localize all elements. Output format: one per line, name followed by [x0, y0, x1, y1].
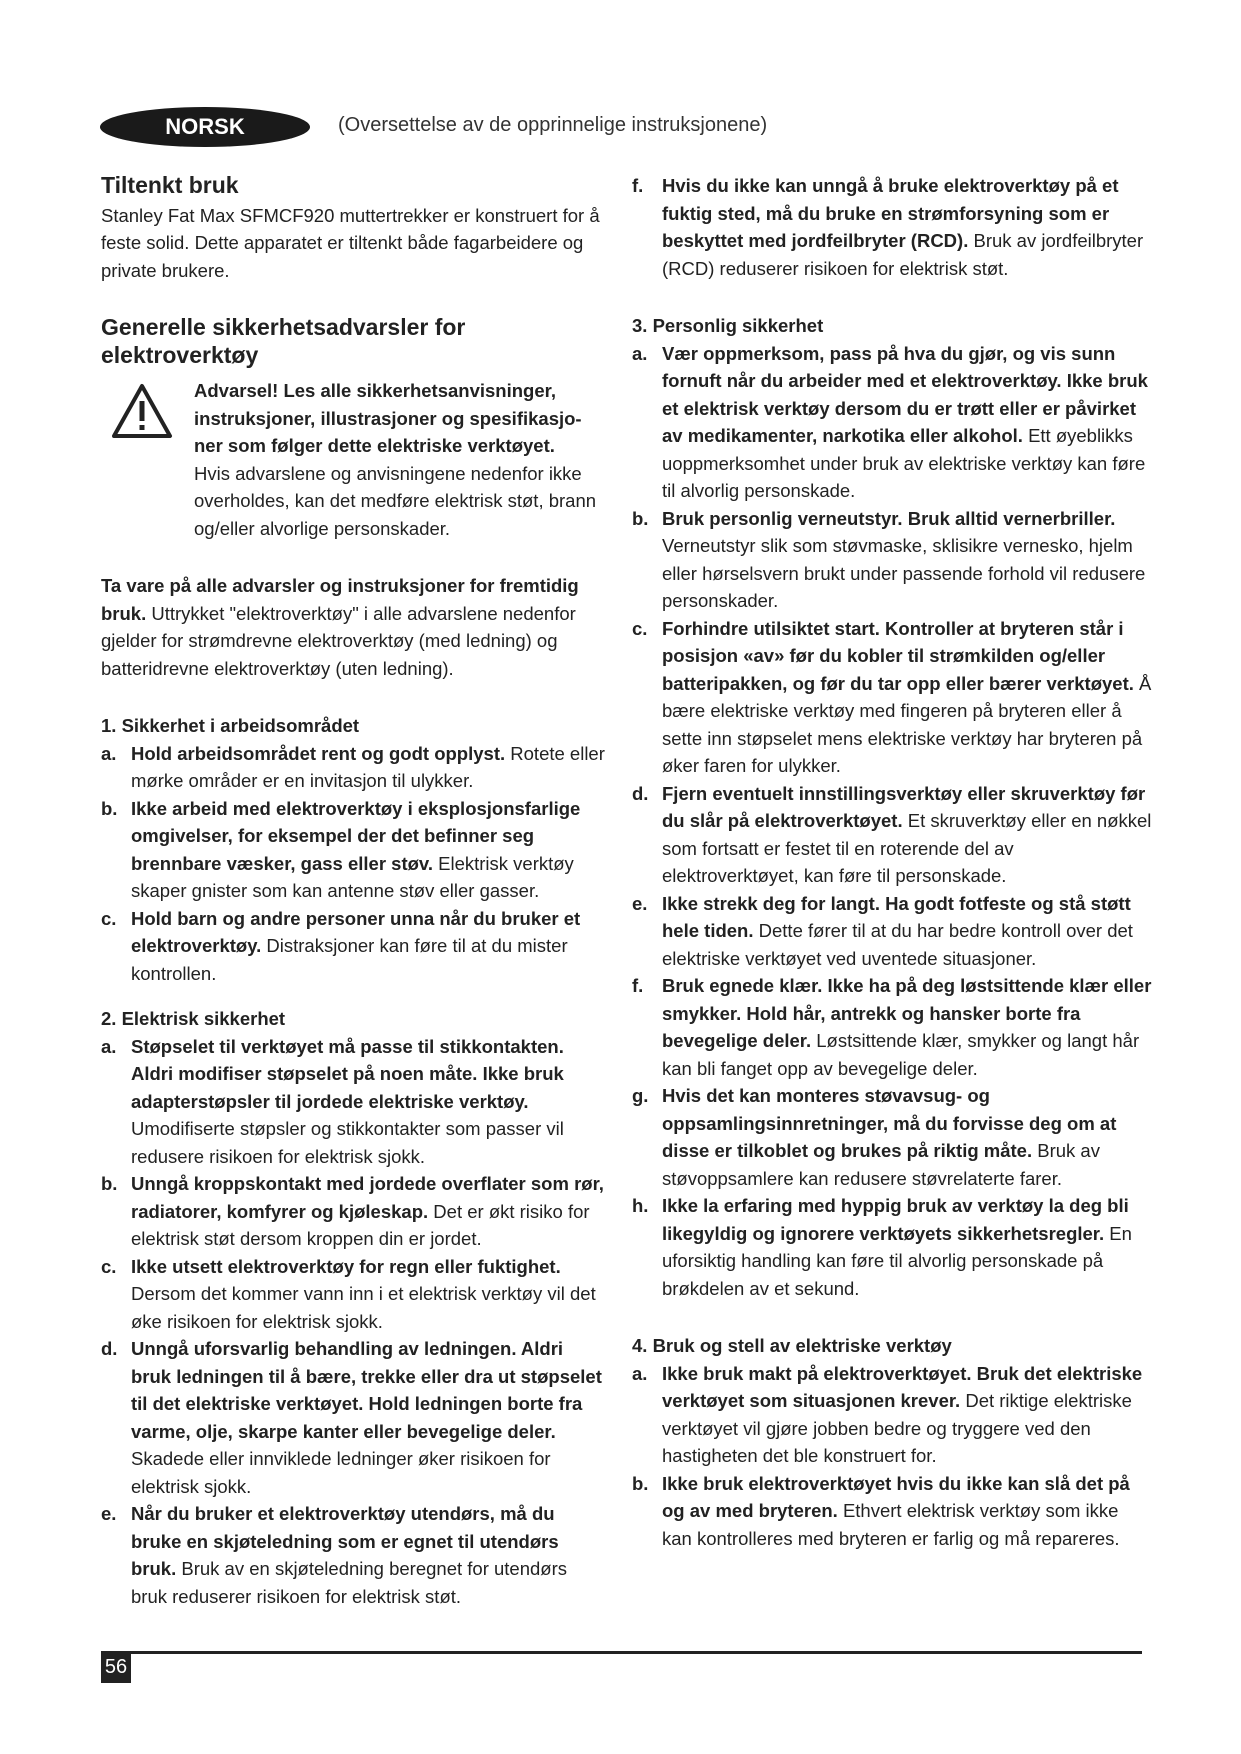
list-item: f. Bruk egnede klær. Ikke ha på deg løstsittende klær eller smykker. Hold hår, antrekk og hansker borte fra bevegelige deler. Løstsittende klær, smykker og langt hår kan bli fanget opp av bevegelige deler. [632, 975, 1152, 1079]
list-item: g. Hvis det kan monteres støvavsug- og oppsamlingsinnretninger, må du forvisse deg om at disse er tilkoblet og brukes på riktig måte. Bruk av støvoppsamlere kan redusere støvrelaterte farer. [632, 1085, 1117, 1189]
section-3-heading: 3. Personlig sikkerhet [632, 315, 824, 336]
list-item: a. Ikke bruk makt på elektroverktøyet. Bruk det elektriske verktøyet som situasjonen krever. Det riktige elektriske verktøyet vil gjøre jobben bedre og tryggere ved den hastigheten det ble konstruert for. [632, 1362, 1143, 1466]
language-badge: NORSK [100, 107, 310, 147]
warning-box [101, 377, 606, 542]
list-item: c. Forhindre utilsiktet start. Kontroller at bryteren står i posisjon «av» før du kobler til strømkilden og/eller batteripakken, og før du tar opp eller bærer verktøyet. Å bære elektriske verktøy med fingeren på bryteren eller å sette inn støpselet mens elektriske verktøy har bryteren på øker faren for ulykker. [632, 617, 1152, 776]
list-item: a. Hold arbeidsområdet rent og godt opplyst. Rotete eller mørke områder er en invitasjon til ulykker. [101, 742, 605, 791]
warning-bold-text: Advarsel! Les alle sikkerhetsanvisninger, instruksjoner, illustrasjoner og spesifikasjo-ner som følger dette elektriske verktøyet. [194, 380, 582, 456]
translation-subtitle: (Oversettelse av de opprinnelige instruksjonene) [338, 114, 768, 136]
warning-text: Hvis advarslene og anvisningene nedenfor ikke overholdes, kan det medføre elektrisk støt, brann og/eller alvorlige personskader. [194, 462, 597, 539]
warning-triangle-icon [111, 383, 173, 439]
list-item: b. Unngå kroppskontakt med jordede overflater som rør, radiatorer, komfyrer og kjøleskap. Det er økt risiko for elektrisk støt dersom kroppen din er jordet. [101, 1173, 604, 1249]
section-2 [101, 1005, 606, 1610]
section-4-heading: 4. Bruk og stell av elektriske verktøy [632, 1335, 952, 1356]
footer-divider [101, 1651, 1142, 1654]
keep-instructions-text: Uttrykket "elektroverktøy" i alle advarslene nedenfor gjelder for strømdrevne elektroverktøy (med ledning) og batteridrevne elektroverktøy (uten ledning). [101, 602, 576, 679]
section-2-heading: 2. Elektrisk sikkerhet [101, 1008, 286, 1029]
list-item: a. Støpselet til verktøyet må passe til stikkontakten. Aldri modifiser støpselet på noen måte. Ikke bruk adapterstøpsler til jordede elektriske verktøy. Umodifiserte støpsler og stikkontakter som passer vil redusere risikoen for elektrisk sjokk. [101, 1035, 564, 1167]
keep-instructions-paragraph [101, 572, 606, 682]
list-item: b. Ikke arbeid med elektroverktøy i eksplosjonsfarlige omgivelser, for eksempel der det befinner seg brennbare væsker, gass eller støv. Elektrisk verktøy skaper gnister som kan antenne støv eller gasser. [101, 797, 581, 901]
list-item: b. Ikke bruk elektroverktøyet hvis du ikke kan slå det på og av med bryteren. Ethvert elektrisk verktøy som ikke kan kontrolleres med bryteren er farlig og må repareres. [632, 1472, 1130, 1549]
list-item: f. Hvis du ikke kan unngå å bruke elektroverktøy på et fuktig sted, må du bruke en strømforsyning som er beskyttet med jordfeilbryter (RCD). Bruk av jordfeilbryter (RCD) reduserer risikoen for elektrisk støt. [632, 175, 1144, 279]
section-4 [632, 1332, 1152, 1552]
page-number: 56 [101, 1651, 131, 1683]
section-1-heading: 1. Sikkerhet i arbeidsområdet [101, 715, 360, 736]
section-1 [101, 712, 606, 987]
list-item: d. Unngå uforsvarlig behandling av ledningen. Aldri bruk ledningen til å bære, trekke eller dra ut støpselet til det elektriske verktøyet. Hold ledningen borte fra varme, olje, skarpe kanter eller bevegelige deler. Skadede eller innviklede ledninger øker risikoen for elektrisk sjokk. [101, 1338, 602, 1497]
list-item: b. Bruk personlig verneutstyr. Bruk alltid vernerbriller. Verneutstyr slik som støvmaske, sklisikre vernesko, hjelm eller hørselsvern brukt under passende forhold vil redusere personskader. [632, 507, 1146, 611]
list-item: a. Vær oppmerksom, pass på hva du gjør, og vis sunn fornuft når du arbeider med et elektroverktøy. Ikke bruk et elektrisk verktøy dersom du er trøtt eller er påvirket av medikamenter, narkotika eller alkohol. Ett øyeblikks uoppmerksomhet under bruk av elektriske verktøy kan føre til alvorlig personskade. [632, 342, 1148, 501]
general-warnings-heading: Generelle sikkerhetsadvarsler for elektroverktøy [101, 314, 466, 368]
left-column [101, 172, 606, 1610]
keep-instructions-bold: Ta vare på alle advarsler og instruksjoner for fremtidig bruk. [101, 575, 579, 624]
section-3 [632, 312, 1152, 1302]
intended-use-text: Stanley Fat Max SFMCF920 muttertrekker er konstruert for å feste solid. Dette apparatet er tiltenkt både fagarbeidere og private brukere. [101, 204, 600, 281]
list-item: c. Ikke utsett elektroverktøy for regn eller fuktighet. Dersom det kommer vann inn i et elektrisk verktøy vil det øke risikoen for elektrisk sjokk. [101, 1255, 596, 1332]
right-column [632, 172, 1152, 1552]
intended-use-heading: Tiltenkt bruk [101, 172, 239, 198]
list-item: d. Fjern eventuelt innstillingsverktøy eller skruverktøy før du slår på elektroverktøyet. Et skruverktøy eller en nøkkel som fortsatt er festet til en roterende del av elektroverktøyet, kan føre til personskade. [632, 782, 1152, 886]
list-item: e. Når du bruker et elektroverktøy utendørs, må du bruke en skjøteledning som er egnet til utendørs bruk. Bruk av en skjøteledning beregnet for utendørs bruk reduserer risikoen for elektrisk støt. [101, 1503, 568, 1607]
list-item: c. Hold barn og andre personer unna når du bruker et elektroverktøy. Distraksjoner kan føre til at du mister kontrollen. [101, 907, 581, 984]
list-item: h. Ikke la erfaring med hyppig bruk av verktøy la deg bli likegyldig og ignorere verktøyets sikkerhetsregler. En uforsiktig handling kan føre til alvorlig personskade på brøkdelen av et sekund. [632, 1195, 1132, 1299]
list-item: e. Ikke strekk deg for langt. Ha godt fotfeste og stå støtt hele tiden. Dette fører til at du har bedre kontroll over det elektriske verktøyet ved uventede situasjoner. [632, 892, 1133, 969]
